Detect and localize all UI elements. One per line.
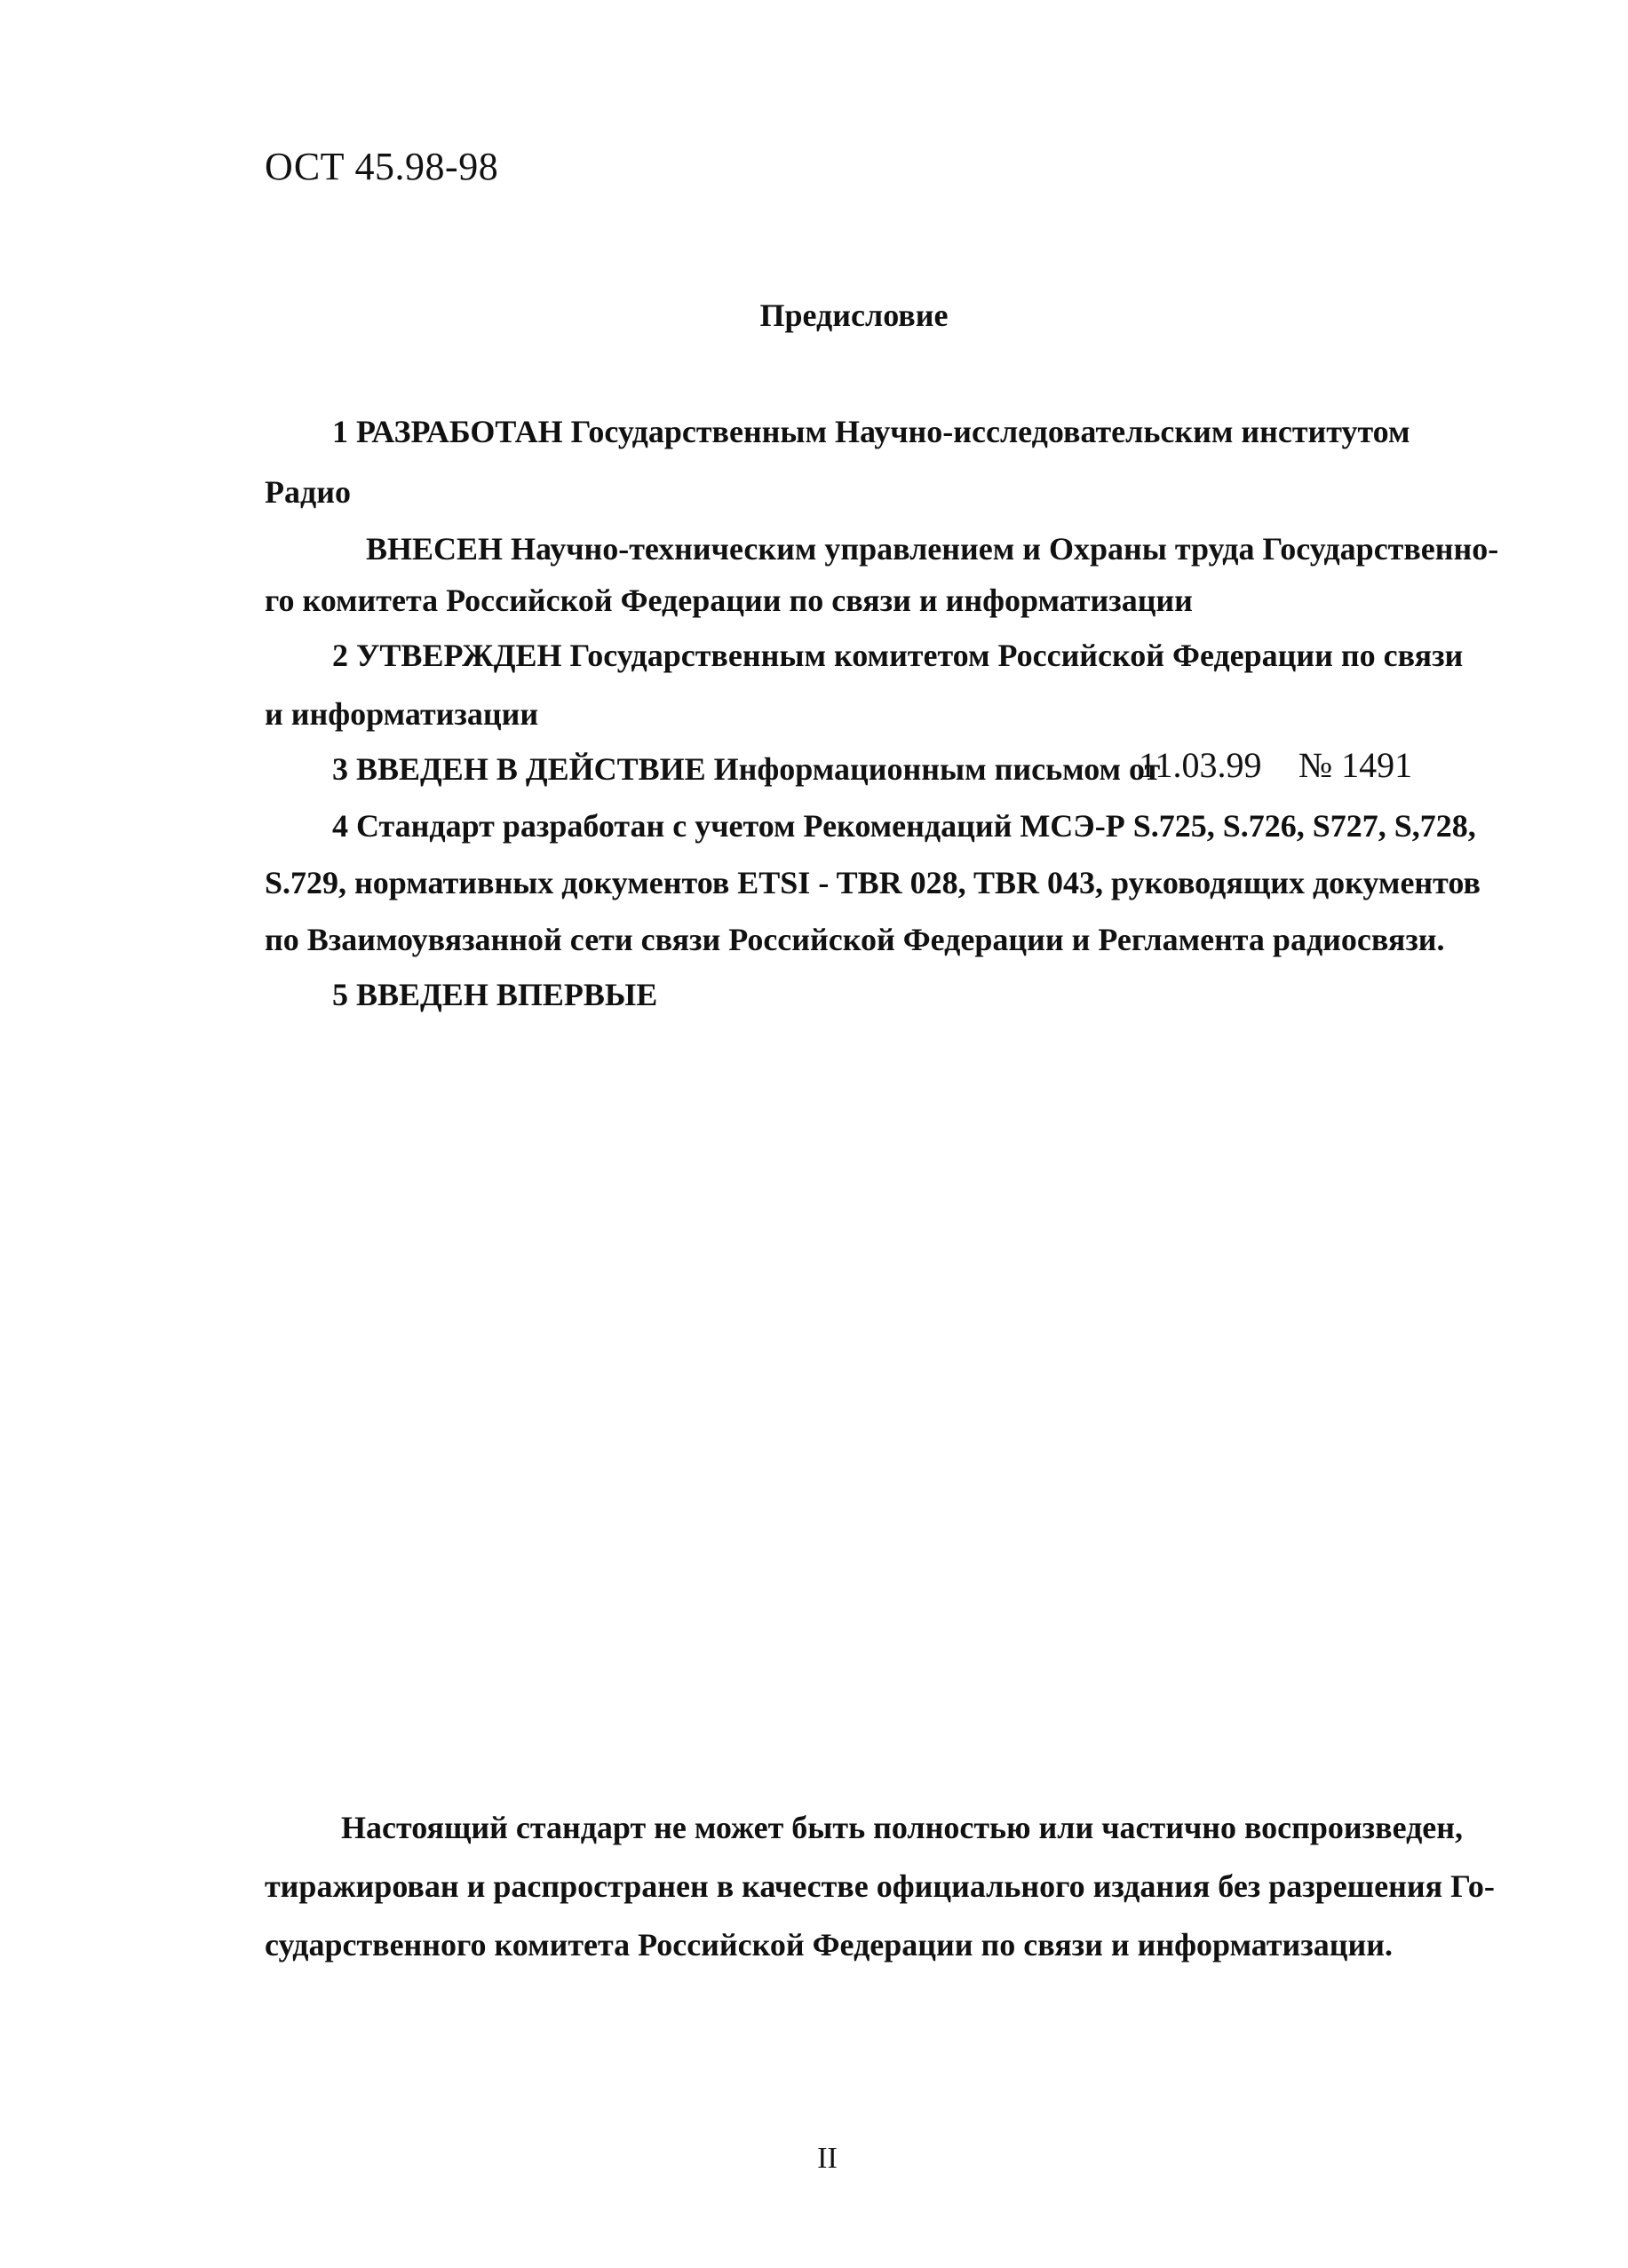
item4-line1: 4 Стандарт разработан с учетом Рекомендаций МСЭ-Р S.725, S.726, S727, S,728, bbox=[332, 808, 1476, 844]
item3-date: 11.03.99 bbox=[1139, 745, 1262, 785]
notice-line3: сударственного комитета Российской Федерации по связи и информатизации. bbox=[265, 1927, 1393, 1963]
item2-line1: 2 УТВЕРЖДЕН Государственным комитетом Российской Федерации по связи bbox=[332, 638, 1464, 673]
notice-line1: Настоящий стандарт не может быть полностью или частично воспроизведен, bbox=[341, 1810, 1464, 1845]
item4-line3: по Взаимоувязанной сети связи Российской Федерации и Регламента радиосвязи. bbox=[265, 922, 1445, 957]
item1-line2: Радио bbox=[265, 474, 351, 510]
notice-line2: тиражирован и распространен в качестве официального издания без разрешения Го- bbox=[265, 1868, 1495, 1904]
document-code: ОСТ 45.98-98 bbox=[265, 145, 499, 188]
item1-line1: 1 РАЗРАБОТАН Государственным Научно-исследовательским институтом bbox=[332, 414, 1410, 449]
item2-line2: и информатизации bbox=[265, 696, 539, 732]
item3-number: № 1491 bbox=[1298, 745, 1413, 785]
item4-line2: S.729, нормативных документов ETSI - TBR 028, TBR 043, руководящих документов bbox=[265, 865, 1481, 900]
page-number: II bbox=[817, 2142, 838, 2175]
item3-prefix: 3 ВВЕДЕН В ДЕЙСТВИЕ Информационным письмом от bbox=[332, 751, 1161, 787]
item1b-line2: го комитета Российской Федерации по связи и информатизации bbox=[265, 583, 1193, 618]
preface-title: Предисловие bbox=[759, 297, 949, 333]
item5: 5 ВВЕДЕН ВПЕРВЫЕ bbox=[332, 977, 658, 1012]
item1b-line1: ВНЕСЕН Научно-техническим управлением и Охраны труда Государственно- bbox=[366, 531, 1499, 567]
